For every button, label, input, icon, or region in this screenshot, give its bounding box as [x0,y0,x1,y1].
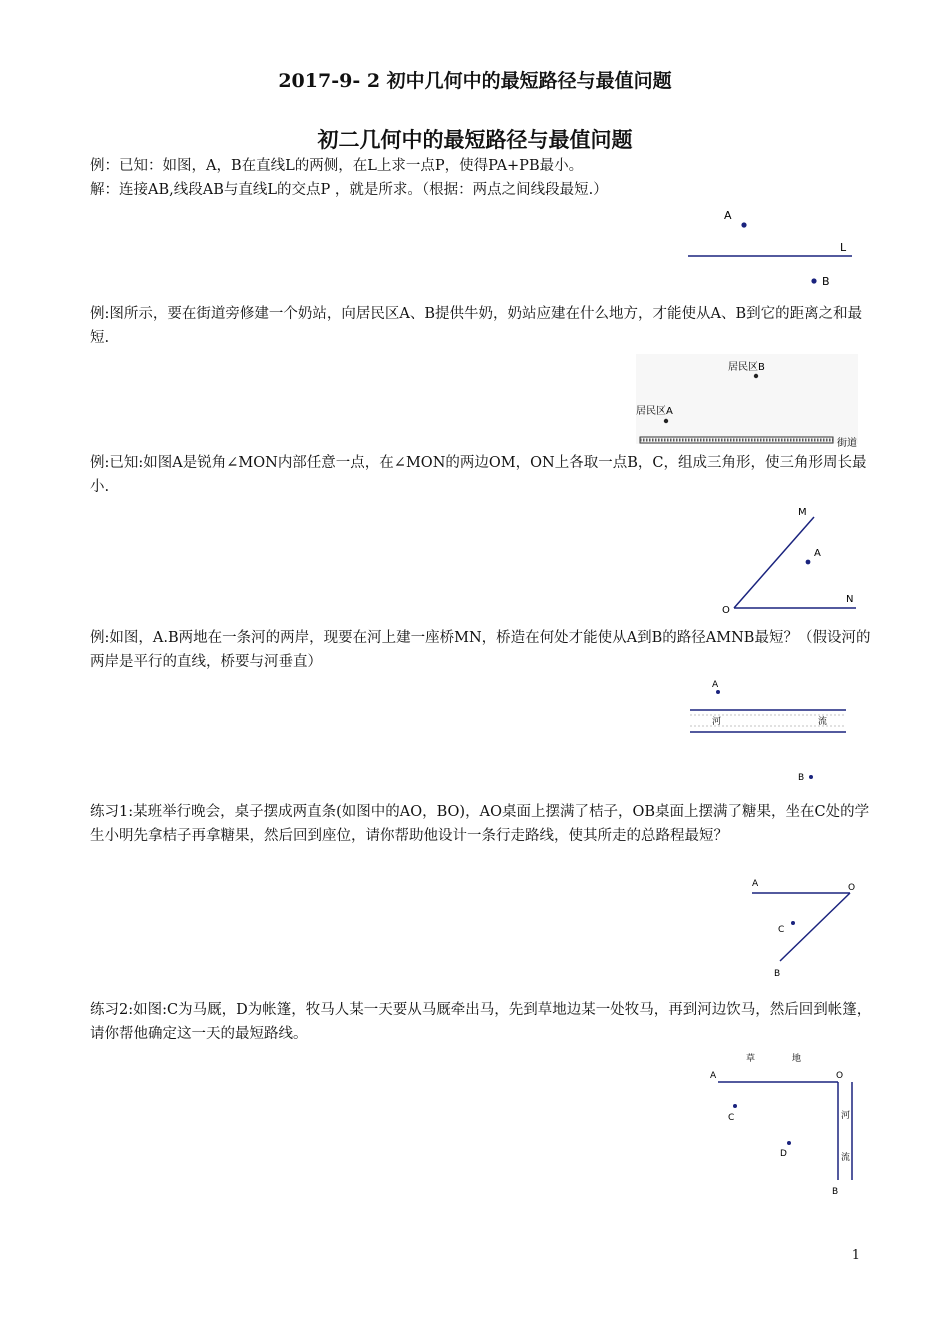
figure-river-bridge [684,676,854,786]
label-n: N [846,594,854,605]
label-l: L [840,241,847,254]
example-2-text: 例:图所示，要在街道旁修建一个奶站，向居民区A、B提供牛奶，奶站应建在什么地方，才能使从A、B到它的距离之和最短. [90,306,863,346]
label-m: M [798,507,807,518]
label-a: A [710,1071,717,1081]
label-a: A [752,879,759,889]
label-d: D [780,1149,787,1159]
point-b [754,374,758,378]
point-c [791,921,795,925]
label-river-2: 流 [818,717,828,727]
label-a: A [712,680,719,690]
label-a: A [814,548,821,559]
main-title: 初二几何中的最短路径与最值问题 [317,127,633,152]
label-river-1: 河 [841,1111,851,1121]
label-b: B [832,1187,839,1197]
label-grass-2: 地 [792,1054,802,1064]
label-c: C [778,925,785,935]
header-title: 2017-9- 2 初中几何中的最短路径与最值问题 [278,70,672,92]
page-number: 1 [851,1248,860,1263]
figure-grass-river [704,1048,864,1200]
example-3-text: 例:已知:如图A是锐角∠MON内部任意一点，在∠MON的两边OM，ON上各取一点B，C，组成三角形，使三角形周长最小. [90,455,867,495]
point-a [806,560,811,565]
label-b: B [822,275,830,288]
label-c: C [728,1113,735,1123]
point-c [733,1104,737,1108]
label-b: B [774,969,781,979]
label-grass-1: 草 [746,1054,756,1064]
example-4-text: 例:如图，A.B两地在一条河的两岸，现要在河上建一座桥MN，桥造在何处才能使从A到B的路径AMNB最短？（假设河的两岸是平行的直线，桥要与河垂直） [90,630,871,670]
practice-1-text: 练习1:某班举行晚会，桌子摆成两直条(如图中的AO，BO)，AO桌面上摆满了桔子，OB桌面上摆满了糖果，坐在C处的学生小明先拿桔子再拿糖果，然后回到座位，请你帮助他设计一条行走路线，使其所走的总路程最短？ [90,804,870,844]
label-street: 街道 [837,438,857,449]
figure-line-two-points [680,205,860,295]
example-1-answer: 解：连接AB,线段AB与直线L的交点P ，就是所求。（根据：两点之间线段最短.） [90,182,608,198]
figure-street-residences [632,352,860,450]
label-residence-a: 居民区A [636,406,673,417]
table-bo [780,893,850,961]
practice-2-text: 练习2:如图:C为马厩，D为帐篷，牧马人某一天要从马厩牵出马，先到草地边某一处牧马，再到河边饮马，然后回到帐篷，请你帮他确定这一天的最短路线。 [90,1002,872,1042]
label-river-2: 流 [841,1153,851,1163]
ray-om [734,517,814,608]
label-o: O [848,883,856,893]
label-b: B [798,773,805,783]
example-1-question: 例：已知：如图，A，B在直线L的两侧，在L上求一点P，使得PA+PB最小。 [90,158,584,174]
figure-tables-ao-bo [744,874,862,982]
point-a [664,419,668,423]
point-b [811,278,816,283]
point-d [787,1141,791,1145]
figure-angle-mon [716,502,862,616]
label-river-1: 河 [712,717,722,727]
label-o: O [836,1071,844,1081]
point-a [716,690,720,694]
label-a: A [724,209,732,222]
label-o: O [722,605,730,616]
point-b [809,775,813,779]
label-residence-b: 居民区B [728,362,765,373]
point-a [741,222,746,227]
